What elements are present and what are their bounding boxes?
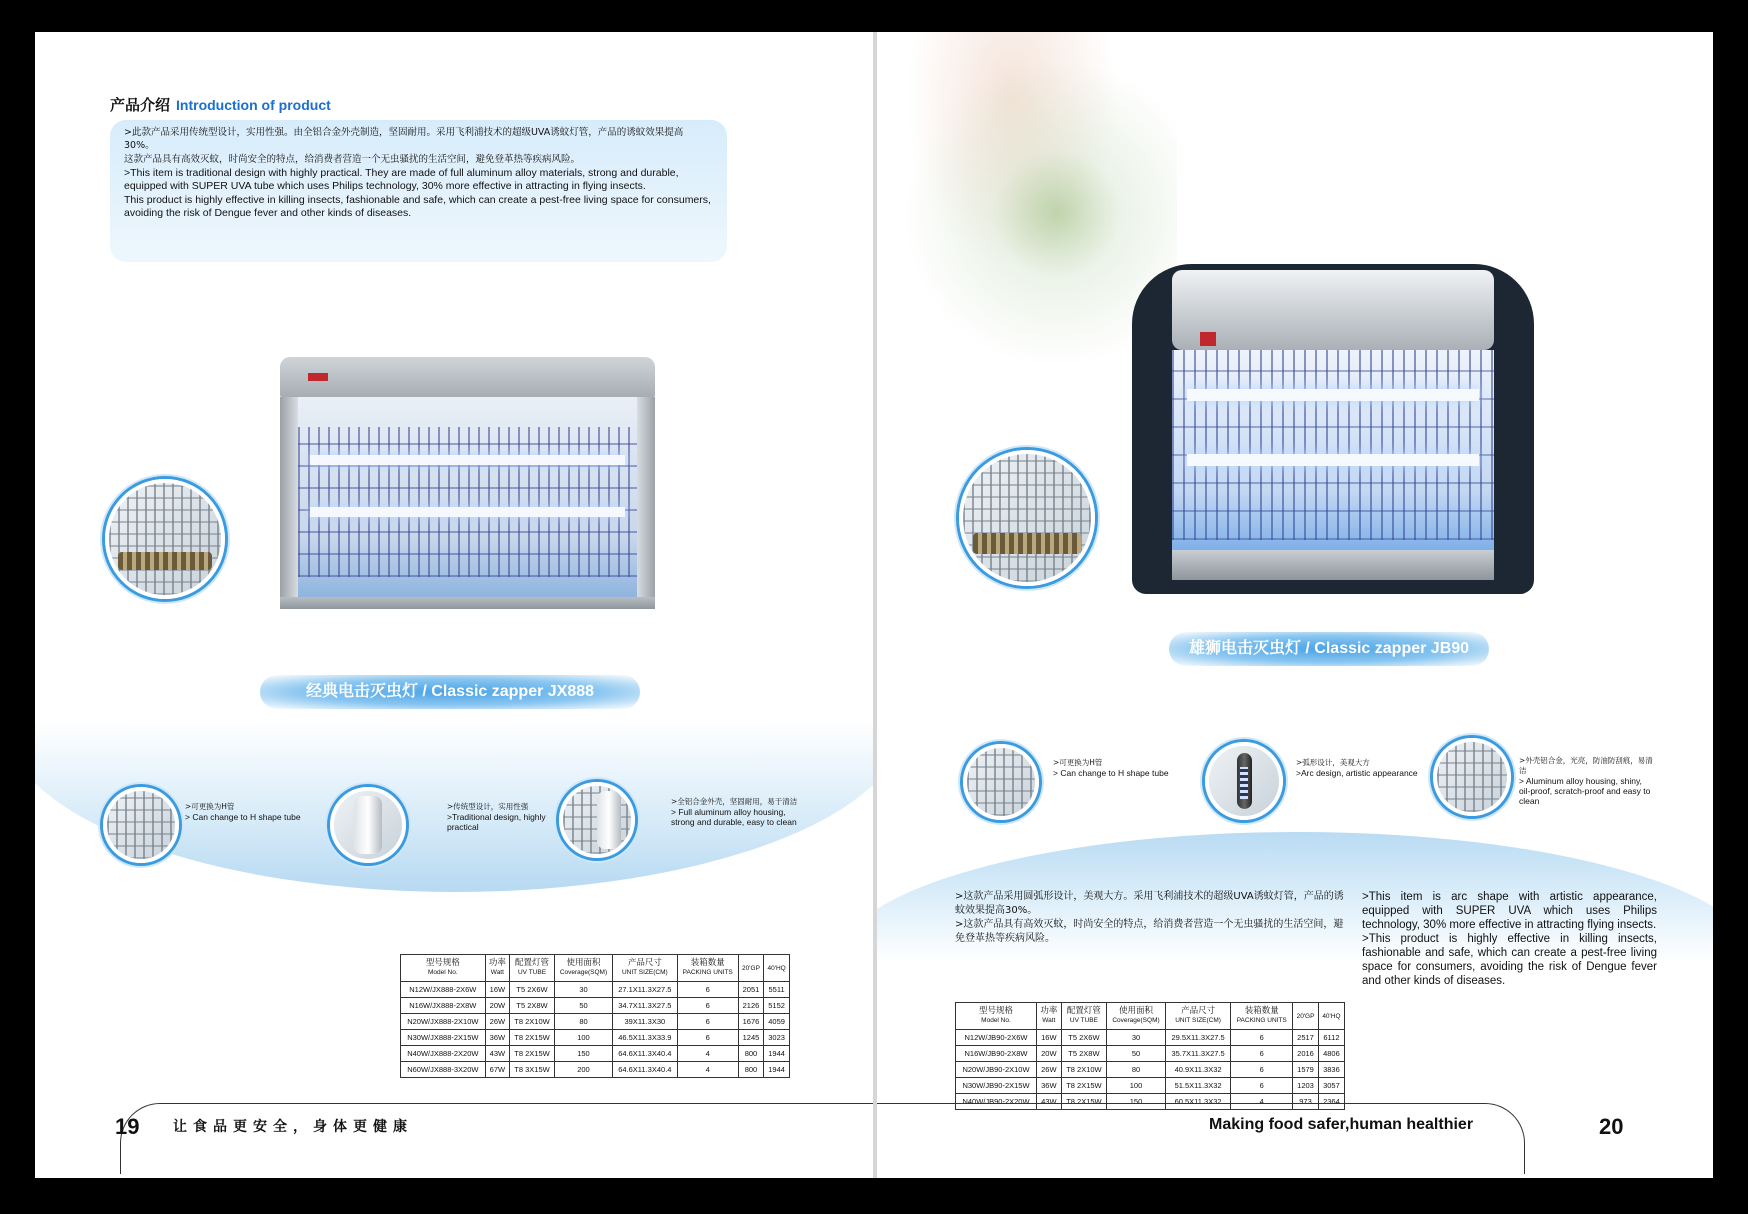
spec-table-jx888 [400,954,790,1078]
table-header-en: UNIT SIZE(CM) [621,969,668,976]
table-cell: 6 [1231,1078,1293,1094]
closeup-grid-circle [105,479,225,599]
table-cell: N12W/JX888-2X6W [401,982,486,998]
table-cell: 800 [738,1062,763,1078]
table-cell: T8 2X15W [1061,1078,1106,1094]
table-cell: 200 [554,1062,612,1078]
table-cell: 4 [1231,1094,1293,1110]
table-header-en: PACKING UNITS [682,969,733,976]
table-header-cn: 配置灯管 [515,958,550,968]
table-cell: N20W/JX888-2X10W [401,1014,486,1030]
table-cell: 6112 [1318,1030,1344,1046]
description-en [1362,890,1657,988]
table-cell: 100 [1107,1078,1166,1094]
table-header-cn: 型号规格 [978,1006,1013,1016]
table-row [401,1062,790,1078]
table-header-cell [1318,1003,1344,1030]
table-header-cell [510,955,555,982]
table-cell: 1944 [764,1046,790,1062]
table-header-cell [738,955,763,982]
table-header-cn: 型号规格 [425,958,460,968]
table-header-cell [401,955,486,982]
table-row [956,1062,1345,1078]
table-cell: 1944 [764,1062,790,1078]
table-header-cn: 装箱数量 [1244,1006,1279,1016]
feature-h-tube-circle [103,787,179,863]
table-row [401,1030,790,1046]
table-header-cell [764,955,790,982]
table-cell: 16W [1036,1030,1061,1046]
feature-arc-design-cn: >弧形设计，美观大方 [1296,758,1370,767]
feature-traditional-en: >Traditional design, highly practical [447,812,546,832]
table-header-cn: 使用面积 [566,958,601,968]
table-cell: 6 [1231,1062,1293,1078]
table-header-en: Coverage(SQM) [1112,1017,1160,1024]
feature-h-tube-text-jb90 [1053,758,1173,778]
table-cell: 64.6X11.3X40.4 [613,1062,678,1078]
table-header-cell [1107,1003,1166,1030]
table-header-en: Coverage(SQM) [559,969,608,976]
table-cell: 30 [554,982,612,998]
table-cell: 6 [677,1030,738,1046]
feature-aluminum-text [671,797,801,827]
feature-h-tube-text [185,802,305,822]
table-cell: 43W [485,1046,509,1062]
table-cell: 80 [1107,1062,1166,1078]
table-cell: 51.5X11.3X32 [1165,1078,1230,1094]
table-cell: 3023 [764,1030,790,1046]
feature-traditional-circle [330,787,406,863]
feature-h-tube-en: > Can change to H shape tube [185,812,301,822]
intro-line-cn-2: 这款产品具有高效灭蚊，时尚安全的特点，给消费者营造一个无虫骚扰的生活空间，避免登革热等疾病风险。 [124,154,581,165]
feature-aluminum-cn: >全铝合金外壳，坚固耐用，易于清洁 [671,797,798,806]
table-cell: 67W [485,1062,509,1078]
table-cell: 6 [1231,1046,1293,1062]
table-header-cell [677,955,738,982]
table-cell: T8 2X15W [510,1046,555,1062]
table-cell: 43W [1036,1094,1061,1110]
table-cell: 2517 [1293,1030,1319,1046]
table-cell: N20W/JB90-2X10W [956,1062,1037,1078]
table-cell: 29.5X11.3X27.5 [1165,1030,1230,1046]
product-image-jb90 [1132,264,1534,594]
table-cell: 6 [677,982,738,998]
intro-line-cn-1: >此款产品采用传统型设计，实用性强。由全铝合金外壳制造，坚固耐用。采用飞利浦技术的超级UVA诱蚊灯管，产品的诱蚊效果提高30%。 [124,127,684,151]
table-header-en: 40'HQ [767,964,786,972]
table-cell: N30W/JB90-2X15W [956,1078,1037,1094]
table-cell: 26W [485,1014,509,1030]
feature-aluminum-cn-jb90: >外壳铝合金，光亮，防油防刮痕，易清洁 [1519,756,1653,775]
feature-aluminum-text-jb90 [1519,756,1654,806]
table-row [956,1030,1345,1046]
table-cell: 100 [554,1030,612,1046]
table-cell: 5152 [764,998,790,1014]
table-cell: 20W [1036,1046,1061,1062]
table-cell: 35.7X11.3X27.5 [1165,1046,1230,1062]
slogan-cn: 让食品更安全，身体更健康 [173,1119,413,1135]
table-cell: T5 2X6W [1061,1030,1106,1046]
description-cn [955,890,1345,946]
table-header-cn: 产品尺寸 [627,958,662,968]
table-row [956,1046,1345,1062]
table-cell: N60W/JX888-3X20W [401,1062,486,1078]
table-cell: 50 [554,998,612,1014]
table-row [401,1046,790,1062]
feature-h-tube-en-jb90: > Can change to H shape tube [1053,768,1169,778]
feature-h-tube-circle-jb90 [963,744,1039,820]
feature-arc-design-circle [1205,742,1283,820]
table-row [401,982,790,998]
table-cell: 150 [1107,1094,1166,1110]
table-cell: 2016 [1293,1046,1319,1062]
power-switch-icon-jb90 [1200,332,1216,346]
table-cell: 36W [1036,1078,1061,1094]
table-header-en: PACKING UNITS [1236,1017,1287,1024]
table-header-cn: 使用面积 [1118,1006,1153,1016]
power-switch-icon [308,373,328,381]
page-number-20: 20 [1599,1114,1624,1139]
table-header-cell [1231,1003,1293,1030]
table-cell: 4059 [764,1014,790,1030]
footer-line [120,1103,873,1174]
table-cell: 5511 [764,982,790,998]
table-header-cell [1061,1003,1106,1030]
feature-aluminum-en: > Full aluminum alloy housing, strong and durable, easy to clean [671,807,797,827]
table-header-cell [1036,1003,1061,1030]
table-header-en: UV TUBE [517,969,547,976]
table-cell: 2364 [1318,1094,1344,1110]
table-header-en: Watt [490,969,504,976]
feature-arc-design-en: >Arc design, artistic appearance [1296,768,1418,778]
table-cell: 4 [677,1062,738,1078]
intro-box [110,120,727,262]
table-cell: T5 2X8W [510,998,555,1014]
table-cell: 27.1X11.3X27.5 [613,982,678,998]
table-header-en: 40'HQ [1322,1012,1341,1020]
table-cell: 34.7X11.3X27.5 [613,998,678,1014]
slogan-en: Making food safer,human healthier [1209,1116,1474,1133]
table-header-cell [1293,1003,1319,1030]
feature-aluminum-circle-jb90 [1433,738,1511,816]
table-cell: N30W/JX888-2X15W [401,1030,486,1046]
table-cell: 1579 [1293,1062,1319,1078]
table-header-cn: 配置灯管 [1066,1006,1101,1016]
description-cn-1: >这款产品采用圆弧形设计，美观大方。采用飞利浦技术的超级UVA诱蚊灯管，产品的诱蚊效果提高30%。 [955,891,1344,916]
feature-aluminum-circle [559,782,635,858]
intro-title-en: Introduction of product [176,97,331,113]
table-cell: 800 [738,1046,763,1062]
intro-line-en-2: This product is highly effective in killing insects, fashionable and safe, which can create a pest-free living space for consumers, avoiding the risk of Dengue fever and other kinds of diseases. [124,194,711,219]
table-cell: 40.9X11.3X32 [1165,1062,1230,1078]
product-image-jx888 [280,357,655,612]
table-cell: T8 2X15W [510,1030,555,1046]
table-header-en: 20'GP [1296,1012,1315,1020]
table-cell: 1676 [738,1014,763,1030]
table-header-cn: 产品尺寸 [1181,1006,1216,1016]
page-20 [877,32,1713,1178]
table-cell: 2126 [738,998,763,1014]
table-header-en: 20'GP [742,964,760,972]
feature-h-tube-cn-jb90: >可更换为H管 [1053,758,1103,767]
table-cell: T5 2X8W [1061,1046,1106,1062]
table-cell: 20W [485,998,509,1014]
table-header-cell [613,955,678,982]
table-cell: T8 2X10W [510,1014,555,1030]
table-header-en: Model No. [428,969,458,976]
table-cell: 50 [1107,1046,1166,1062]
table-cell: 60.5X11.3X32 [1165,1094,1230,1110]
table-cell: 26W [1036,1062,1061,1078]
table-header-en: Model No. [981,1017,1011,1024]
table-header-en: UV TUBE [1069,1017,1098,1024]
table-cell: N40W/JB90-2X20W [956,1094,1037,1110]
table-cell: 36W [485,1030,509,1046]
table-cell: 2051 [738,982,763,998]
intro-line-en-1: >This item is traditional design with highly practical. They are made of full aluminum alloy materials, strong and durable, equipped with SUPER UVA tube which uses Philips technology, 30% more effective in attracting in flying insects. [124,167,679,192]
feature-aluminum-en-jb90: > Aluminum alloy housing, shiny, oil-proof, scratch-proof and easy to clean [1519,776,1651,806]
table-row [401,998,790,1014]
table-cell: 6 [1231,1030,1293,1046]
table-cell: T8 2X10W [1061,1062,1106,1078]
intro-title-cn: 产品介绍 [110,96,171,114]
table-cell: 6 [677,998,738,1014]
page-19 [35,32,873,1178]
table-cell: 4806 [1318,1046,1344,1062]
table-cell: 4 [677,1046,738,1062]
intro-title [110,94,331,115]
table-cell: 1203 [1293,1078,1319,1094]
table-row [956,1078,1345,1094]
table-header-en: UNIT SIZE(CM) [1175,1017,1221,1024]
table-cell: 150 [554,1046,612,1062]
spec-table-jb90 [955,1002,1345,1110]
table-header-row [401,955,790,982]
table-cell: 39X11.3X30 [613,1014,678,1030]
table-cell: 30 [1107,1030,1166,1046]
table-cell: 1245 [738,1030,763,1046]
table-cell: T8 3X15W [510,1062,555,1078]
table-cell: 973 [1293,1094,1319,1110]
table-cell: N16W/JB90-2X8W [956,1046,1037,1062]
table-cell: 3836 [1318,1062,1344,1078]
description-en-2: >This product is highly effective in killing insects, fashionable and safe, which can create a pest-free living space for consumers, avoiding the risk of Dengue fever and other kinds of diseases. [1362,933,1657,987]
table-header-cell [485,955,509,982]
table-cell: N16W/JX888-2X8W [401,998,486,1014]
product-label-jb90: 雄狮电击灭虫灯 / Classic zapper JB90 [1169,632,1489,666]
table-cell: 46.5X11.3X33.9 [613,1030,678,1046]
feature-traditional-cn: >传统型设计，实用性强 [447,802,529,811]
table-cell: N40W/JX888-2X20W [401,1046,486,1062]
table-header-en: Watt [1042,1017,1056,1024]
table-header-cn: 装箱数量 [690,958,725,968]
table-header-cell [554,955,612,982]
table-cell: N12W/JB90-2X6W [956,1030,1037,1046]
table-cell: 3057 [1318,1078,1344,1094]
closeup-grid-circle-jb90 [959,450,1095,586]
table-header-cell [956,1003,1037,1030]
product-label-jx888: 经典电击灭虫灯 / Classic zapper JX888 [260,675,640,709]
table-cell: 6 [677,1014,738,1030]
table-header-cn: 功率 [488,958,506,968]
table-cell: 64.6X11.3X40.4 [613,1046,678,1062]
description-cn-2: >这款产品具有高效灭蚊，时尚安全的特点，给消费者营造一个无虫骚扰的生活空间，避免登革热等疾病风险。 [955,919,1344,944]
feature-traditional-text [447,802,562,832]
description-en-1: >This item is arc shape with artistic appearance, equipped with SUPER UVA which uses Philips technology, 30% more effective in attracting flying insects. [1362,891,1657,931]
feature-h-tube-cn: >可更换为H管 [185,802,235,811]
table-header-cell [1165,1003,1230,1030]
table-cell: 80 [554,1014,612,1030]
feature-arc-design-text [1296,758,1421,778]
table-header-cn: 功率 [1040,1006,1058,1016]
footer-line-right [877,1103,1525,1174]
table-cell: 16W [485,982,509,998]
table-cell: T5 2X6W [510,982,555,998]
table-header-row [956,1003,1345,1030]
table-cell: T8 2X15W [1061,1094,1106,1110]
page-number-19: 19 [115,1114,140,1139]
table-row [401,1014,790,1030]
